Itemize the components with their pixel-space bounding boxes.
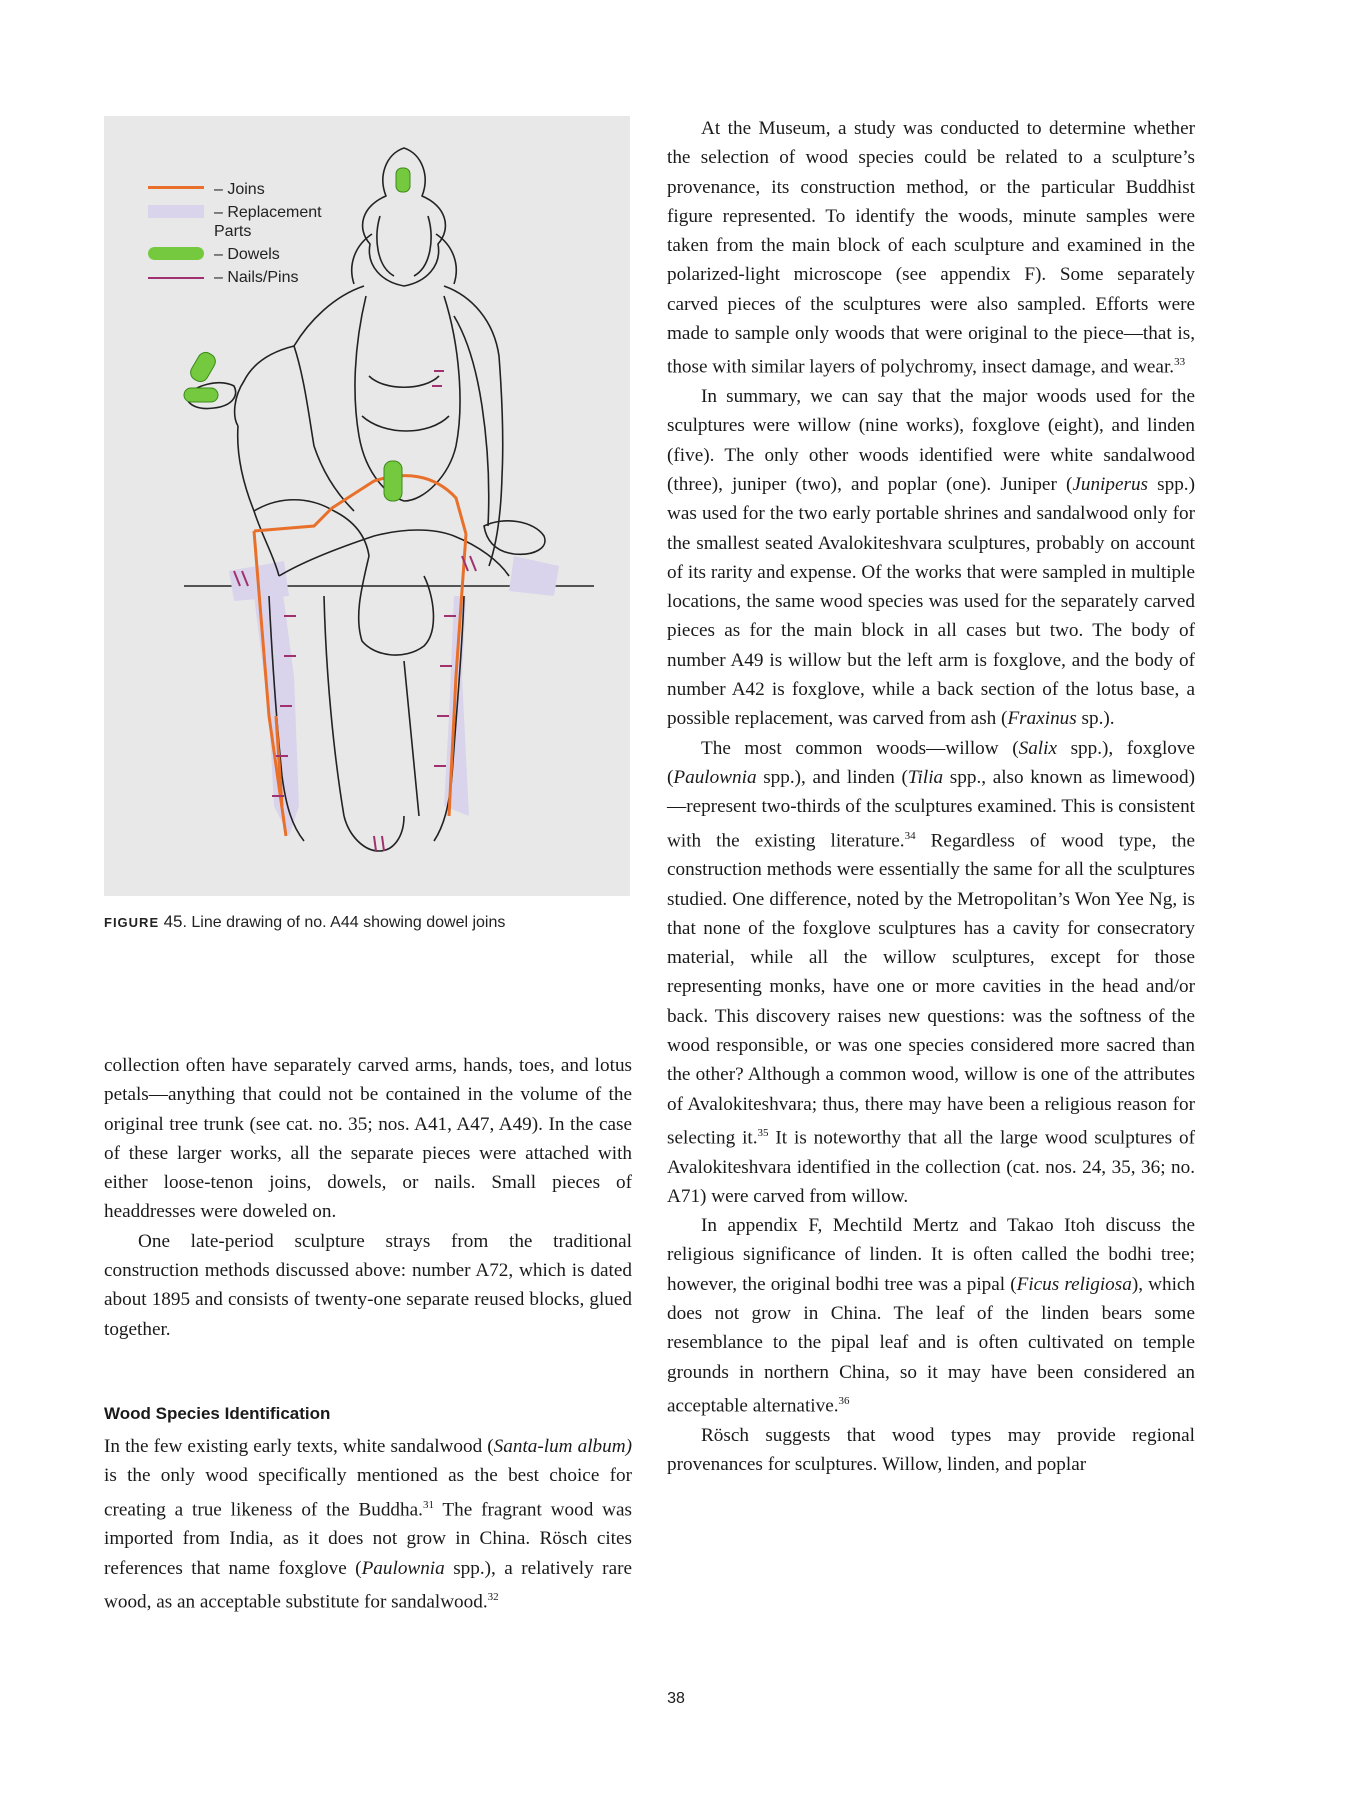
paragraph [667, 1211, 1195, 1420]
legend-label: – Joins [214, 181, 265, 198]
italic-run: Santa-lum album) [493, 1436, 632, 1457]
text-run: At the Museum, a study was conducted to determine whether the selection of wood species could be related to a sculpture’s provenance, its construction method, or the particular Buddhist figure represented. To identify the woods, minute samples were taken from the main block of each sculpture and examined in the polarized-light microscope (see appendix F). Some separately carved pieces of the sculptures were also sampled. Efforts were made to sample only woods that were original to the piece—that is, those with similar layers of polychromy, insect damage, and wear. [667, 118, 1195, 378]
legend-label: – Dowels [214, 246, 280, 263]
left-column-section [104, 1432, 632, 1617]
text-run: sp.). [1076, 708, 1115, 730]
dowel-wrist-lower [184, 388, 218, 402]
text-run: The most common woods—willow ( [701, 737, 1019, 759]
paragraph: One late-period sculpture strays from the traditional construction methods discussed above: number A72, which is dated about 1895 and consists of twenty-one separate reused blocks, glued together. [104, 1230, 632, 1340]
paragraph: Rösch suggests that wood types may provide regional provenances for sculptures. Willow, linden, and poplar [667, 1424, 1195, 1475]
dowel-knee [384, 461, 402, 501]
legend-item-nails [148, 268, 322, 287]
replacement-part-foot-right [509, 556, 559, 596]
italic-run: Tilia [907, 766, 944, 788]
italic-run: Juniperus [1072, 473, 1149, 495]
legend-label: – Replacement Parts [214, 204, 322, 240]
dowel-wrist-upper [188, 350, 219, 385]
legend-item-dowels [148, 245, 322, 264]
legend-item-joins [148, 180, 322, 199]
footnote-ref: 33 [1174, 356, 1186, 369]
footnote-ref: 36 [838, 1394, 850, 1407]
caption-label: FIGURE [104, 915, 160, 930]
text-run: The fragrant wood was imported from India, as it does not grow in China. Rösch cites references that name foxglove ( [104, 1498, 632, 1579]
legend-label: – Nails/Pins [214, 269, 299, 286]
text-run: Regardless of wood type, the construction methods were essentially the same for all the sculptures studied. One difference, noted by the Metropolitan’s Won Yee Ng, is that none of the foxglove sculptures has a cavity for consecratory material, while all the willow sculptures, except for those representing monks, have one or more cavities in the head and/or back. This discovery raises new questions: was the softness of the wood responsible, or was one species considered more sacred than the other? Although a common wood, willow is one of the attributes of Avalokiteshvara; thus, there may have been a religious reason for selecting it. [667, 829, 1195, 1149]
replacement-swatch [148, 205, 204, 218]
text-run: spp.), and linden ( [756, 766, 908, 788]
figure-45 [104, 116, 630, 896]
text-run: spp., also known as limewood)—represent two-thirds of the sculptures examined. This is consistent with the existing literature. [667, 766, 1195, 851]
text-run: In appendix F, Mechtild Mertz and Takao Itoh discuss the religious significance of linden. It is often called the bodhi tree; however, the original bodhi tree was a pipal ( [667, 1215, 1195, 1295]
dowels-swatch [148, 247, 204, 260]
joins-swatch [148, 186, 204, 189]
text-run: ), which does not grow in China. The leaf of the linden bears some resemblance to the pipal leaf and is often cultivated on temple grounds in northern China, so it may have been considered an acceptable alternative. [667, 1273, 1196, 1417]
paragraph [667, 382, 1195, 734]
italic-run: Fraxinus [1007, 708, 1077, 730]
italic-run: Ficus religiosa [1016, 1273, 1132, 1295]
text-run: spp.) was used for the two early portable shrines and sandalwood only for the smallest seated Avalokiteshvara sculptures, probably on account of its rarity and expense. Of the works that were sampled in multiple locations, the same wood species was used for the separately carved pieces as for the main block in all cases but two. The body of number A49 is willow but the left arm is foxglove, and the body of number A42 is foxglove, while a back section of the lotus base, a possible replacement, was carved from ash ( [667, 473, 1195, 730]
text-run: is the only wood specifically mentioned as the best choice for creating a true likeness of the Buddha. [104, 1465, 632, 1520]
italic-run: Paulownia [673, 766, 757, 788]
page-number: 38 [667, 1690, 685, 1707]
caption-number: 45 [163, 912, 183, 931]
caption-text: . Line drawing of no. A44 showing dowel joins [182, 914, 506, 931]
text-run: In the few existing early texts, white sandalwood ( [104, 1436, 494, 1457]
paragraph: collection often have separately carved arms, hands, toes, and lotus petals—anything that could not be contained in the volume of the original tree trunk (see cat. no. 35; nos. A41, A47, A49). In the case of these larger works, all the separate pieces were attached with either loose-tenon joins, dowels, or nails. Small pieces of headdresses were doweled on. [104, 1055, 632, 1223]
text-run: It is noteworthy that all the large wood sculptures of Avalokiteshvara identified in the collection (cat. nos. 24, 35, 36; no. A71) were carved from willow. [667, 1127, 1195, 1207]
dowel-crown [396, 168, 410, 192]
paragraph [104, 1432, 632, 1617]
figure-legend [148, 180, 322, 291]
paragraph [667, 734, 1195, 1212]
text-run: spp.), foxglove ( [667, 737, 1195, 788]
footnote-ref: 32 [487, 1590, 499, 1603]
footnote-ref: 34 [904, 829, 916, 842]
text-run: spp.), a relatively rare wood, as an acceptable substitute for sandalwood. [104, 1557, 632, 1613]
figure-caption [104, 912, 644, 932]
nails-swatch [148, 277, 204, 279]
footnote-ref: 35 [757, 1126, 769, 1139]
right-column-text [667, 114, 1195, 1479]
footnote-ref: 31 [422, 1498, 434, 1511]
text-run: In summary, we can say that the major woods used for the sculptures were willow (nine works), foxglove (eight), and linden (five). The only other woods identified were white sandalwood (three), juniper (two), and poplar (one). Juniper ( [667, 386, 1195, 495]
left-column-text [104, 1051, 632, 1344]
paragraph [667, 114, 1195, 382]
legend-item-replacement-parts [148, 203, 322, 241]
italic-run: Salix [1018, 737, 1057, 759]
italic-run: Paulownia [361, 1557, 445, 1579]
section-heading: Wood Species Identification [104, 1404, 331, 1423]
